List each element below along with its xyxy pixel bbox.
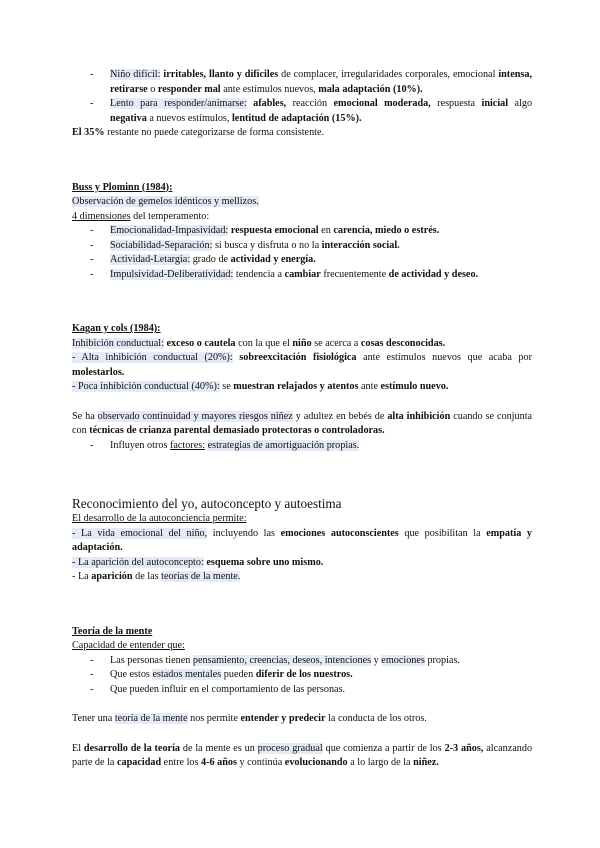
bold-text: afables, [253, 98, 287, 109]
term-label: Sociabilidad-Separación: [110, 239, 213, 251]
yo-line-1: - La vida emocional del niño, incluyendo las emociones autoconscientes que posibilitan la empatía y adaptación. [72, 527, 532, 553]
text: ante estímulos nuevos, [223, 83, 316, 95]
text: reacción [292, 98, 328, 109]
section-buss [72, 181, 532, 283]
underlined-text: 4 dimensiones [72, 210, 131, 222]
list-item-dimension: - Impulsividad-Deliberatividad: tendencia a cambiar frecuentemente de actividad y deseo. [90, 268, 479, 280]
bold-text: El 35% [72, 127, 105, 138]
list-item-dimension: - Emocionalidad-Impasividad: respuesta emocional en carencia, miedo o estrés. [90, 225, 440, 236]
text: algo [514, 98, 533, 109]
paragraph-resto [72, 126, 532, 141]
text: a nuevos estímulos, [149, 112, 230, 124]
section-subtitle: El desarrollo de la autoconciencia permite: [72, 513, 247, 524]
kagan-line-2: - Alta inhibición conductual (20%): sobreexcitación fisiológica ante estímulos nuevos que acaba por molestarlos. [72, 352, 533, 378]
tom-paragraph-1: Tener una teoría de la mente nos permite entender y predecir la conducta de los otros. [72, 713, 427, 724]
yo-line-2: - La aparición del autoconcepto: esquema sobre uno mismo. [72, 556, 324, 568]
bold-text: inicial [481, 98, 509, 109]
term-label: Niño difícil: [110, 69, 161, 80]
bold-text: responder mal [157, 83, 221, 95]
section-title: Kagan y cols (1984): [72, 323, 161, 334]
kagan-line-1: Inhibición conductual: exceso o cautela con la que el niño se acerca a cosas desconocidas. [72, 337, 446, 349]
intro-text: Observación de gemelos idénticos y mellizos. [72, 196, 259, 207]
list-item: - Que estos estados mentales pueden diferir de los nuestros. [90, 669, 353, 680]
term-label: Actividad-Letargia: [110, 254, 191, 265]
term-label: Impulsividad-Deliberatividad: [110, 268, 234, 280]
bold-text: emocional moderada, [333, 98, 431, 109]
bold-text: mala adaptación (10%). [318, 83, 423, 95]
text: restante no puede categorizarse de forma consistente. [107, 127, 325, 138]
list-item: - Las personas tienen pensamiento, creencias, deseos, intenciones y emociones propias. [90, 654, 460, 666]
section-heading: Reconocimiento del yo, autoconcepto y autoestima [72, 496, 342, 511]
section-title: Teoría de la mente [72, 625, 153, 637]
text: de complacer, irregularidades corporales, emocional [281, 69, 496, 80]
bold-text: negativa [110, 112, 147, 124]
list-item: - Que pueden influir en el comportamiento de las personas. [90, 683, 346, 695]
bullet-dash: - [90, 69, 94, 80]
kagan-line-3: - Poca inhibición conductual (40%): se muestran relajados y atentos ante estímulo nuevo. [72, 381, 449, 392]
term-label: Emocionalidad-Impasividad: [110, 225, 229, 236]
list-item-dimension: - Sociabilidad-Separación: si busca y disfruta o no la interacción social. [90, 239, 400, 251]
section-yo [72, 495, 532, 585]
text: respuesta [437, 98, 476, 109]
section-tom [72, 625, 532, 771]
bold-text: lentitud de adaptación (15%). [231, 112, 362, 124]
list-item-factores: - Influyen otros factores: estrategias de amortiguación propias. [90, 439, 360, 451]
text: del temperamento: [133, 210, 210, 222]
bold-text: intensa, retirarse [110, 69, 532, 95]
text: o [150, 83, 156, 95]
section-title: Buss y Plominn (1984): [72, 181, 173, 193]
list-item-nino-dificil [72, 68, 532, 97]
bold-text: irritables, llanto y difíciles [163, 69, 279, 80]
document-page [72, 68, 532, 771]
dimensions-line [72, 210, 532, 225]
tom-paragraph-2: El desarrollo de la teoría de la mente es un proceso gradual que comienza a partir de los 2-3 años, alcanzando parte de la capacidad entre los 4-6 años y continúa evolucionando a lo largo de la niñez. [72, 742, 533, 768]
term-label: Lento para responder/animarse: [110, 98, 247, 109]
list-item-dimension: - Actividad-Letargia: grado de actividad y energía. [90, 254, 316, 265]
section-subtitle: Capacidad de entender que: [72, 640, 185, 651]
list-item-lento [72, 97, 532, 126]
section-kagan [72, 322, 532, 453]
kagan-paragraph: Se ha observado continuidad y mayores riesgos niñez y adultez en bebés de alta inhibición cuando se conjunta con técnicas de crianza parental demasiado protectoras o controladoras. [72, 410, 533, 436]
bullet-dash: - [90, 98, 94, 109]
yo-line-3: - La aparición de las teorías de la mente. [72, 571, 241, 582]
